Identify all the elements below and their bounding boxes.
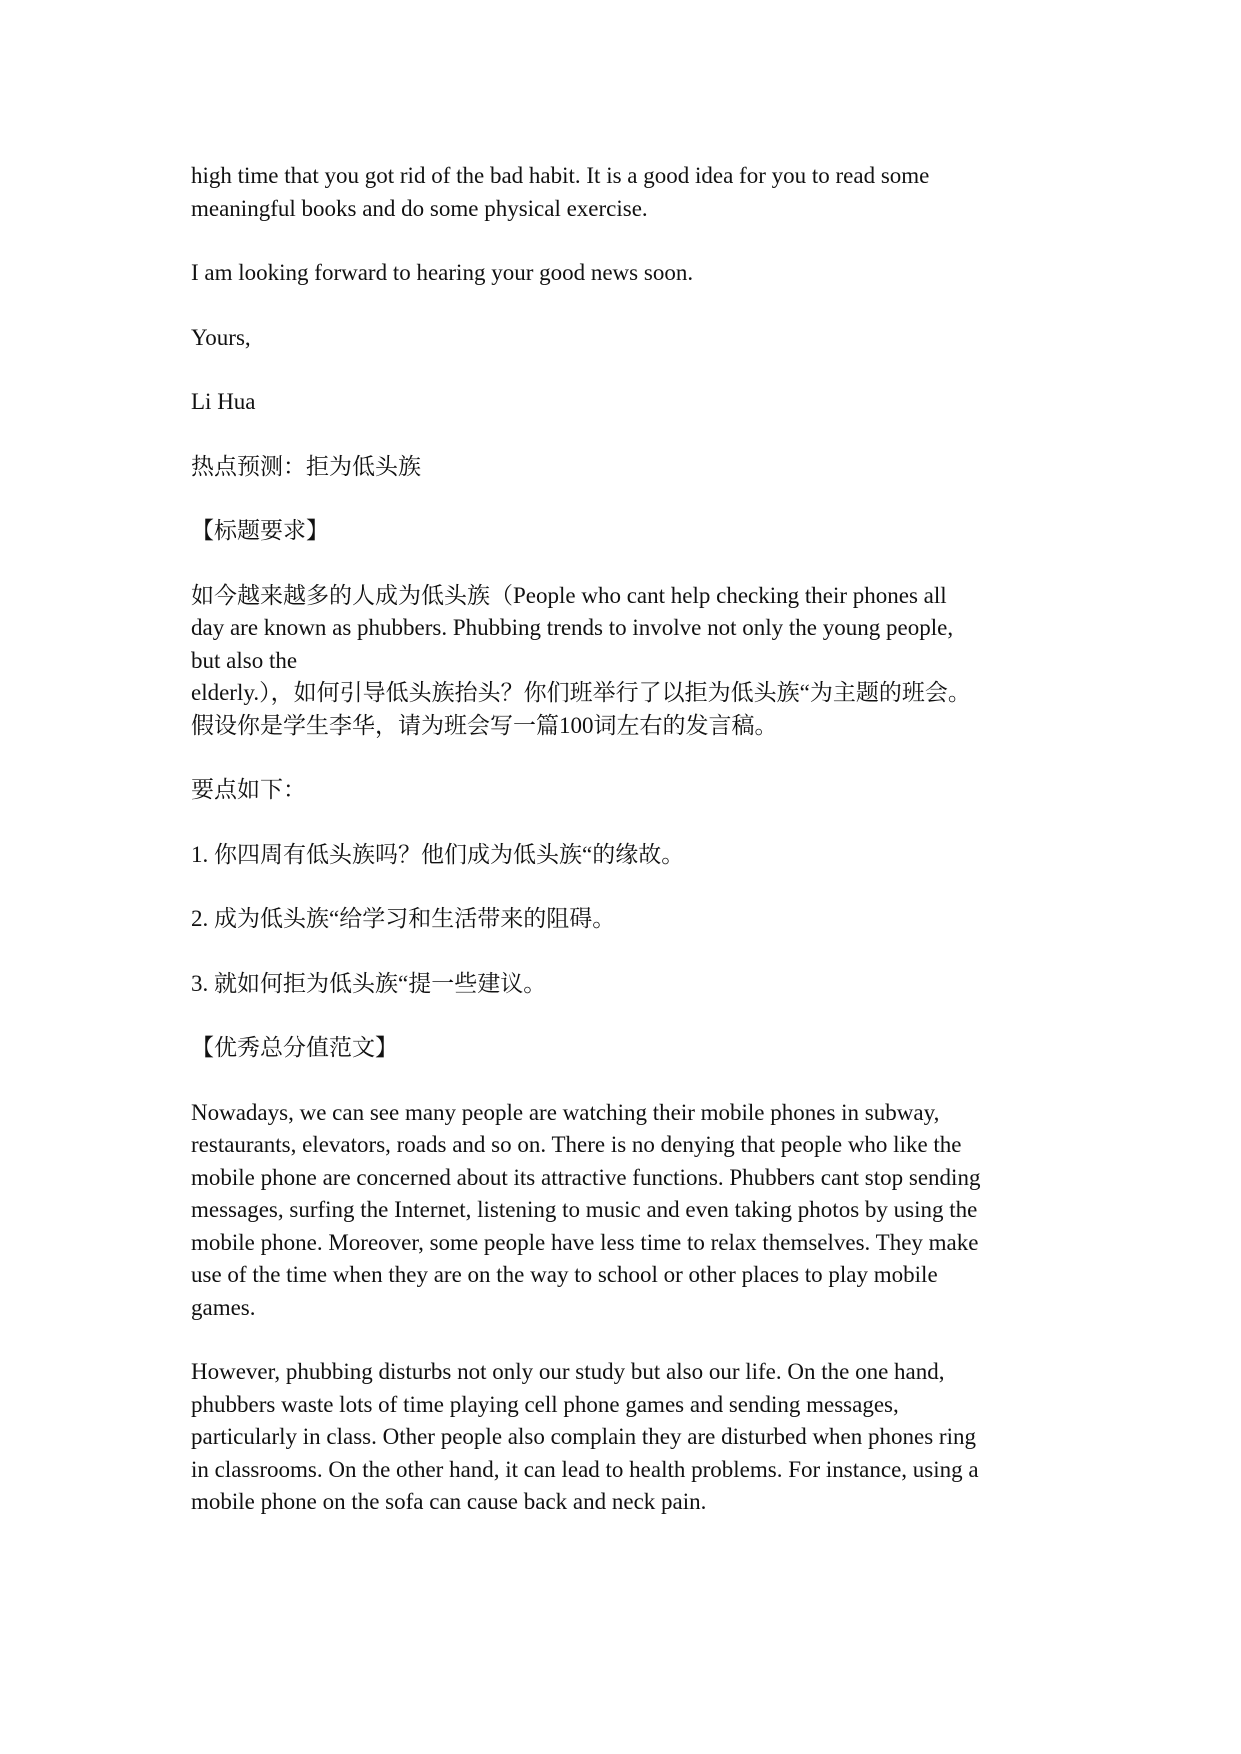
text-line: meaningful books and do some physical exercise.: [191, 195, 648, 221]
text-line: particularly in class. Other people also complain they are disturbed when phones ring: [191, 1424, 976, 1449]
paragraph-sign-off: [191, 322, 1061, 355]
paragraph-section-sample: [191, 1032, 1061, 1065]
paragraph-signature-name: [191, 386, 1061, 419]
text-line: mobile phone. Moreover, some people have less time to relax themselves. They make: [191, 1229, 979, 1255]
document-body: [191, 160, 1061, 1551]
text-line: 2. 成为低头族“给学习和生活带来的阻碍。: [191, 906, 616, 931]
text-line: Yours,: [191, 324, 251, 350]
text-line: elderly.），如何引导低头族抬头？你们班举行了以拒为低头族“为主题的班会。: [191, 680, 971, 705]
text-line: games.: [191, 1294, 256, 1320]
text-line: use of the time when they are on the way to school or other places to play mobile: [191, 1262, 938, 1287]
text-line: 假设你是学生李华，请为班会写一篇100词左右的发言稿。: [191, 712, 778, 738]
text-line: 热点预测：拒为低头族: [191, 453, 421, 479]
text-line: 【标题要求】: [191, 518, 329, 543]
text-line: day are known as phubbers. Phubbing trends to involve not only the young people,: [191, 615, 954, 640]
text-line: messages, surfing the Internet, listening to music and even taking photos by using the: [191, 1197, 978, 1222]
paragraph-section-requirements: [191, 515, 1061, 548]
text-line: high time that you got rid of the bad habit. It is a good idea for you to read some: [191, 163, 930, 188]
text-line: but also the: [191, 647, 298, 673]
text-line: in classrooms. On the other hand, it can lead to health problems. For instance, using a: [191, 1456, 979, 1482]
text-line: I am looking forward to hearing your good news soon.: [191, 260, 694, 285]
paragraph-closing-advice: [191, 160, 1061, 225]
text-line: mobile phone on the sofa can cause back and neck pain.: [191, 1489, 707, 1514]
text-line: mobile phone are concerned about its attractive functions. Phubbers cant stop sending: [191, 1164, 981, 1190]
paragraph-point-1: [191, 839, 1061, 872]
text-line: 要点如下：: [191, 777, 306, 802]
text-line: 3. 就如何拒为低头族“提一些建议。: [191, 970, 547, 996]
text-line: 如今越来越多的人成为低头族（People who cant help checking their phones all: [191, 582, 947, 608]
text-line: Nowadays, we can see many people are watching their mobile phones in subway,: [191, 1099, 940, 1125]
paragraph-hot-topic: [191, 451, 1061, 484]
paragraph-key-points-heading: [191, 774, 1061, 807]
paragraph-looking-forward: [191, 257, 1061, 290]
text-line: However, phubbing disturbs not only our study but also our life. On the one hand,: [191, 1359, 945, 1384]
text-line: restaurants, elevators, roads and so on. There is no denying that people who like the: [191, 1132, 962, 1157]
paragraph-sample-para-2: [191, 1356, 1061, 1519]
text-line: Li Hua: [191, 389, 256, 414]
text-line: 1. 你四周有低头族吗？他们成为低头族“的缘故。: [191, 841, 685, 867]
paragraph-point-2: [191, 903, 1061, 936]
text-line: 【优秀总分值范文】: [191, 1035, 398, 1060]
paragraph-task-description: [191, 580, 1061, 743]
paragraph-sample-para-1: [191, 1097, 1061, 1325]
paragraph-point-3: [191, 968, 1061, 1001]
text-line: phubbers waste lots of time playing cell phone games and sending messages,: [191, 1391, 899, 1417]
